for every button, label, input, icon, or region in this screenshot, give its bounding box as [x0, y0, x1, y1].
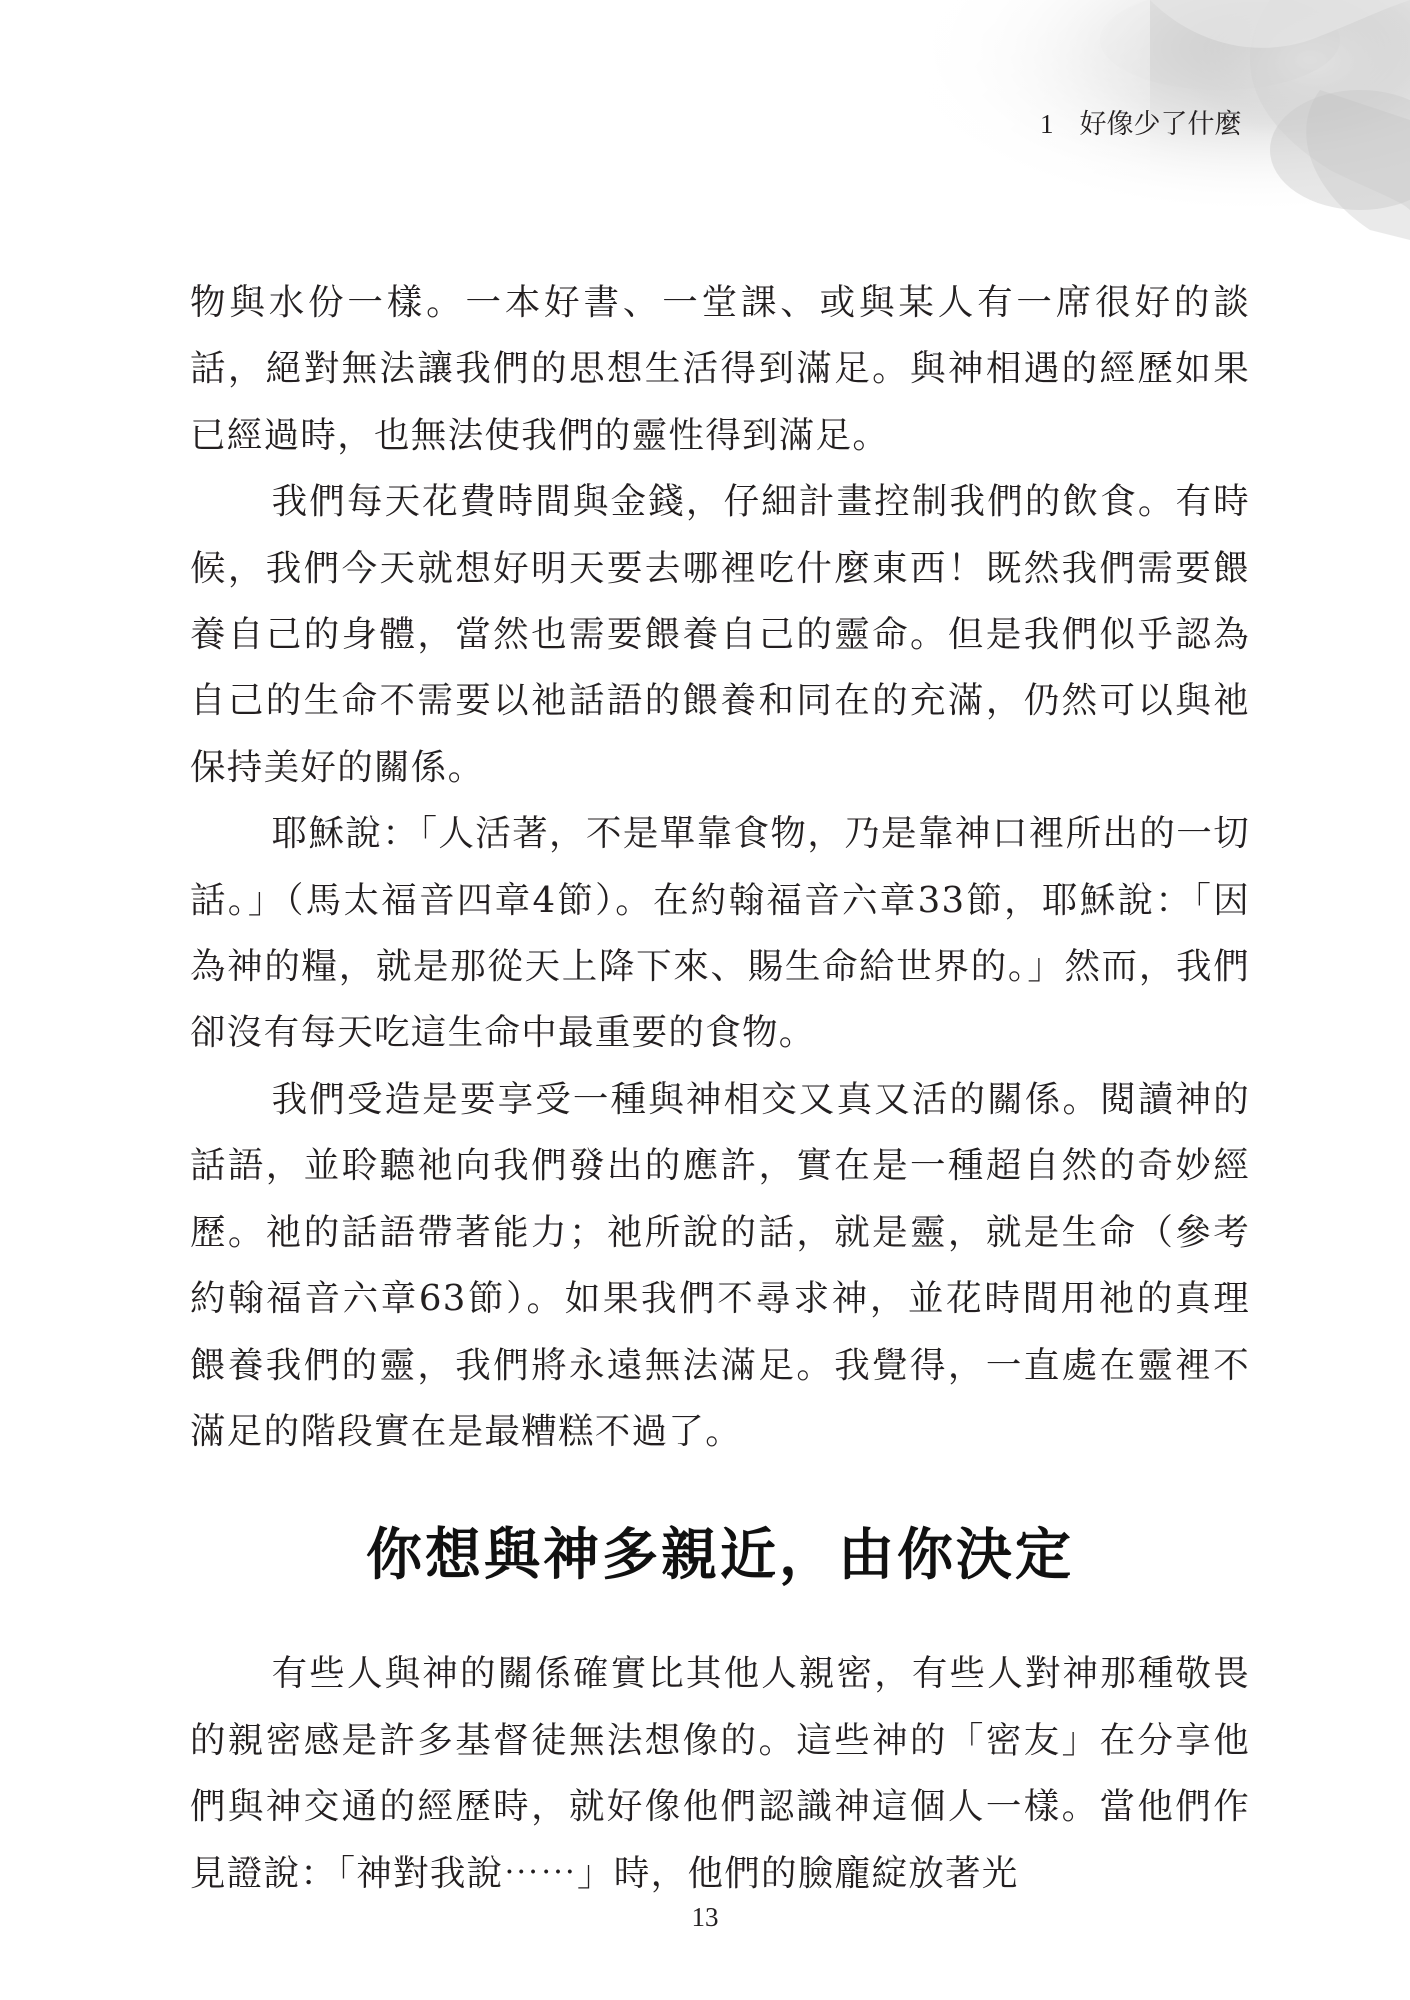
page-number: 13 [691, 1902, 719, 1932]
page-content [190, 270, 1250, 1907]
section-paragraph-1: 有些人與神的關係確實比其他人親密，有些人對神那種敬畏的親密感是許多基督徒無法想像的。這些神的「密友」在分享他們與神交通的經歷時，就好像他們認識神這個人一樣。當他們作見證說：「神對我說⋯⋯」時，他們的臉龐綻放著光 [190, 1653, 1250, 1894]
section-heading: 你想與神多親近，由你決定 [366, 1523, 1074, 1589]
chapter-number: 1 [1040, 109, 1054, 139]
body-paragraph-1: 物與水份一樣。一本好書、一堂課、或與某人有一席很好的談話，絕對無法讓我們的思想生活得到滿足。與神相遇的經歷如果已經過時，也無法使我們的靈性得到滿足。 [190, 282, 1250, 456]
running-header [1040, 104, 1280, 144]
body-paragraph-3: 耶穌說：「人活著，不是單靠食物，乃是靠神口裡所出的一切話。」（馬太福音四章4節）。在約翰福音六章33節，耶穌說：「因為神的糧，就是那從天上降下來、賜生命給世界的。」然而，我們卻沒有每天吃這生命中最重要的食物。 [190, 813, 1250, 1054]
body-paragraph-2: 我們每天花費時間與金錢，仔細計畫控制我們的飲食。有時候，我們今天就想好明天要去哪裡吃什麼東西！既然我們需要餵養自己的身體，當然也需要餵養自己的靈命。但是我們似乎認為自己的生命不需要以祂話語的餵養和同在的充滿，仍然可以與祂保持美好的關係。 [190, 481, 1250, 788]
chapter-title: 好像少了什麼 [1079, 109, 1242, 139]
body-paragraph-4: 我們受造是要享受一種與神相交又真又活的關係。閱讀神的話語，並聆聽祂向我們發出的應許，實在是一種超自然的奇妙經歷。祂的話語帶著能力；祂所說的話，就是靈，就是生命（參考約翰福音六章63節）。如果我們不尋求神，並花時間用祂的真理餵養我們的靈，我們將永遠無法滿足。我覺得，一直處在靈裡不滿足的階段實在是最糟糕不過了。 [190, 1078, 1250, 1452]
